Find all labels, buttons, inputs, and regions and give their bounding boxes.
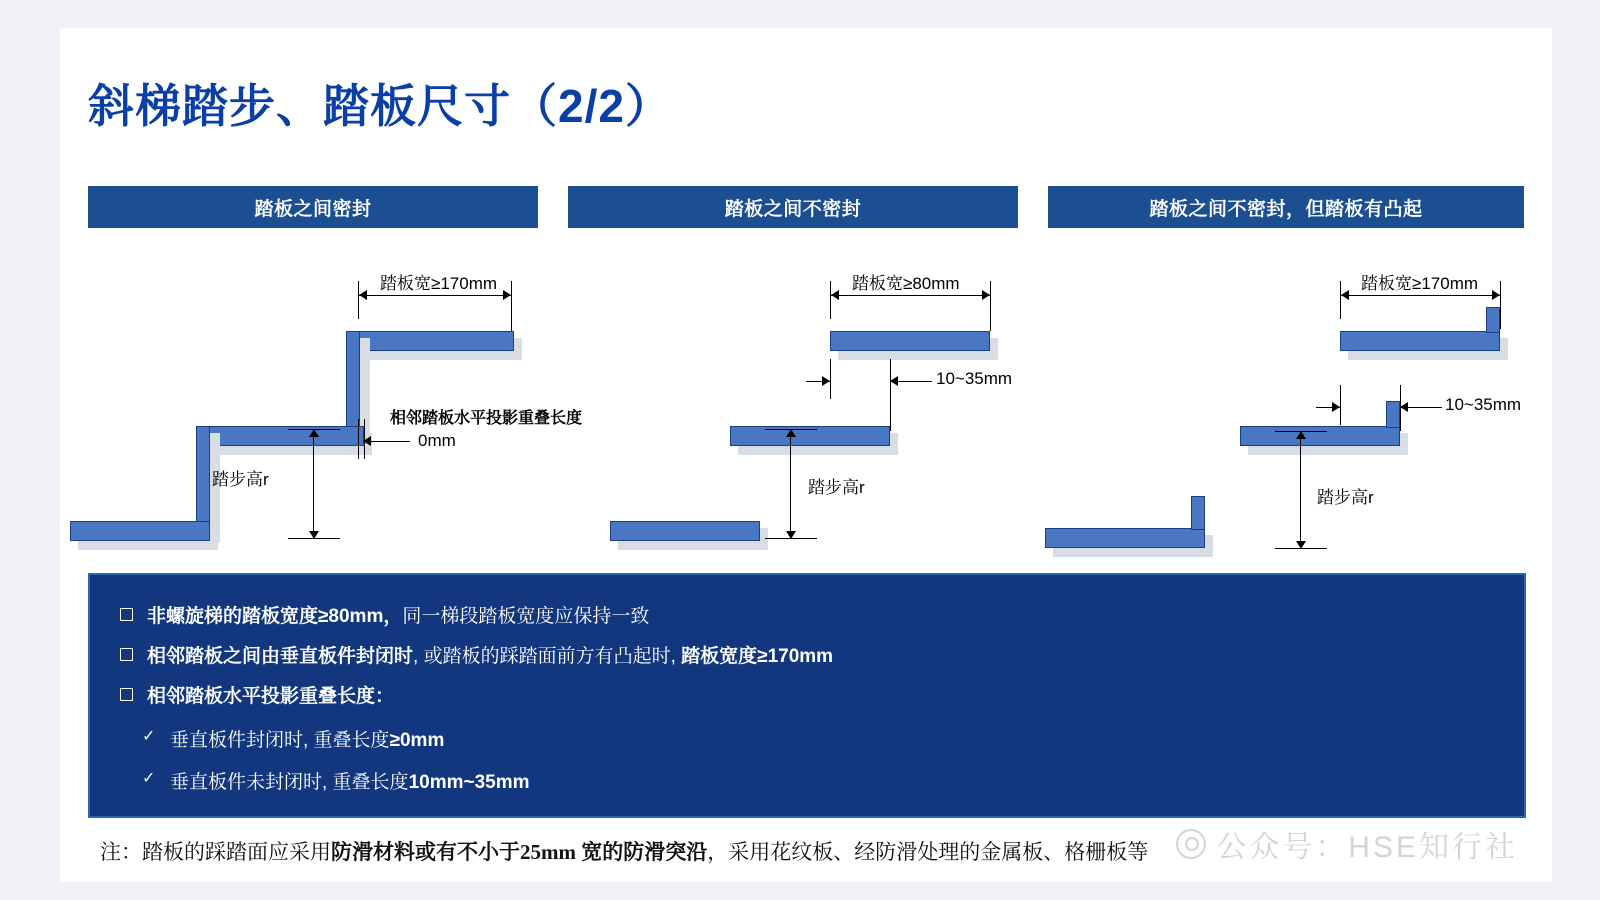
dim-tick-bottom-2 [765,538,817,539]
note-5-a: 垂直板件未封闭时, 重叠长度 [170,772,409,793]
panel-header-unsealed: 踏板之间不密封 [568,186,1018,228]
diagram-unsealed [550,233,1050,553]
note-item-1 [120,601,649,628]
dim-ext-left-1 [358,281,359,319]
square-bullet-icon [120,688,133,701]
page-edge-right [1552,0,1600,900]
note-1-bold: 非螺旋梯的踏板宽度≥80mm， [147,606,403,627]
note-item-2 [120,641,833,668]
dim-ext-left-2 [830,281,831,319]
square-bullet-icon [120,608,133,621]
overlap-value-1: 0mm [418,431,456,450]
dim-height-line-1 [313,429,314,539]
nosing-plate-mid-3 [1386,401,1400,428]
dim-height-line-2 [790,429,791,539]
gap-arrow-right-3 [1400,402,1408,412]
tread-plate-upper-3 [1340,331,1500,351]
dim-ext-left-3 [1340,281,1341,319]
dim-tick-top-2 [765,429,817,430]
slide-canvas [60,28,1552,882]
tread-plate-low-1 [70,521,210,541]
dim-ext-right-3 [1500,281,1501,329]
gap-arrow-right-2 [890,376,898,386]
dim-label-width-2: 踏板宽≥80mm [852,274,960,293]
dim-arrow-left-1 [359,290,367,300]
diagram-unsealed-nosing [1045,233,1550,553]
panel-header-unsealed-nosing: 踏板之间不密封，但踏板有凸起 [1048,186,1524,228]
tread-plate-mid-1 [208,426,364,446]
gap-label-2: 10~35mm [936,369,1013,388]
overlap-ext-1 [358,419,359,459]
dim-ext-right-2 [990,281,991,331]
riser-plate-mid-1 [196,426,210,536]
footnote-a: 注：踏板的踩踏面应采用 [100,840,331,864]
dim-tick-top-3 [1275,431,1327,432]
dim-arrow-right-2 [982,290,990,300]
gap-ext-left-2 [830,359,831,399]
note-4-a: 垂直板件封闭时, 重叠长度 [170,730,390,751]
dim-arrow-right-1 [503,290,511,300]
nosing-plate-low-3 [1191,496,1205,530]
note-1-rest: 同一梯段踏板宽度应保持一致 [402,606,650,627]
overlap-label-1: 相邻踏板水平投影重叠长度 [390,410,583,427]
note-2-c: 踏板宽度≥170mm [681,646,834,667]
watermark-text: 公众号：HSE知行社 [1216,831,1518,864]
note-item-5 [142,767,530,794]
watermark-logo-icon [1176,829,1206,859]
page-edge-top [0,0,1600,28]
page-edge-left [0,0,60,900]
note-3-text: 相邻踏板水平投影重叠长度： [147,686,395,707]
note-5-b: 10mm~35mm [408,772,530,793]
watermark [1176,822,1518,866]
check-bullet-icon: ✓ [142,728,156,745]
dim-label-height-3: 踏步高r [1317,488,1374,507]
dim-label-height-1: 踏步高r [212,470,269,489]
note-item-3 [120,681,394,708]
dim-height-line-3 [1300,431,1301,549]
dim-arrow-left-3 [1341,290,1349,300]
notes-box [88,573,1526,818]
footnote [100,836,1148,866]
gap-arrow-left-2 [822,376,830,386]
dim-label-width-3: 踏板宽≥170mm [1361,274,1479,293]
dim-arrow-left-2 [831,290,839,300]
note-2-a: 相邻踏板之间由垂直板件封闭时 [147,646,414,667]
footnote-c: ，采用花纹板、经防滑处理的金属板、格栅板等 [707,840,1149,864]
page-title: 斜梯踏步、踏板尺寸（2/2） [88,80,672,132]
dim-label-width-1: 踏板宽≥170mm [380,274,498,293]
dim-width-line-3 [1340,295,1500,296]
tread-plate-low-3 [1045,528,1205,548]
note-item-4 [142,725,444,752]
dim-width-line-1 [358,295,511,296]
square-bullet-icon [120,648,133,661]
dim-width-line-2 [830,295,990,296]
overlap-arrow-1 [363,436,371,446]
tread-plate-low-2 [610,521,760,541]
note-2-b: , 或踏板的踩踏面前方有凸起时, [413,646,682,667]
dim-tick-top-1 [288,429,340,430]
tread-plate-upper-1 [358,331,514,351]
note-4-b: ≥0mm [389,730,445,751]
dim-tick-bottom-3 [1275,548,1327,549]
check-bullet-icon: ✓ [142,770,156,787]
gap-arrow-left-3 [1332,402,1340,412]
tread-plate-upper-2 [830,331,990,351]
gap-label-3: 10~35mm [1445,395,1522,414]
dim-label-height-2: 踏步高r [808,478,865,497]
nosing-plate-upper-3 [1486,307,1500,333]
tread-plate-mid-3 [1240,426,1400,446]
diagram-sealed [60,233,583,553]
dim-arrow-right-3 [1492,290,1500,300]
page-edge-bottom [0,882,1600,900]
gap-ext-left-3 [1340,385,1341,425]
footnote-b: 防滑材料或有不小于25mm 宽的防滑突沿 [331,840,708,864]
dim-tick-bottom-1 [288,538,340,539]
panel-header-sealed: 踏板之间密封 [88,186,538,228]
gap-ext-right-2 [890,359,891,431]
